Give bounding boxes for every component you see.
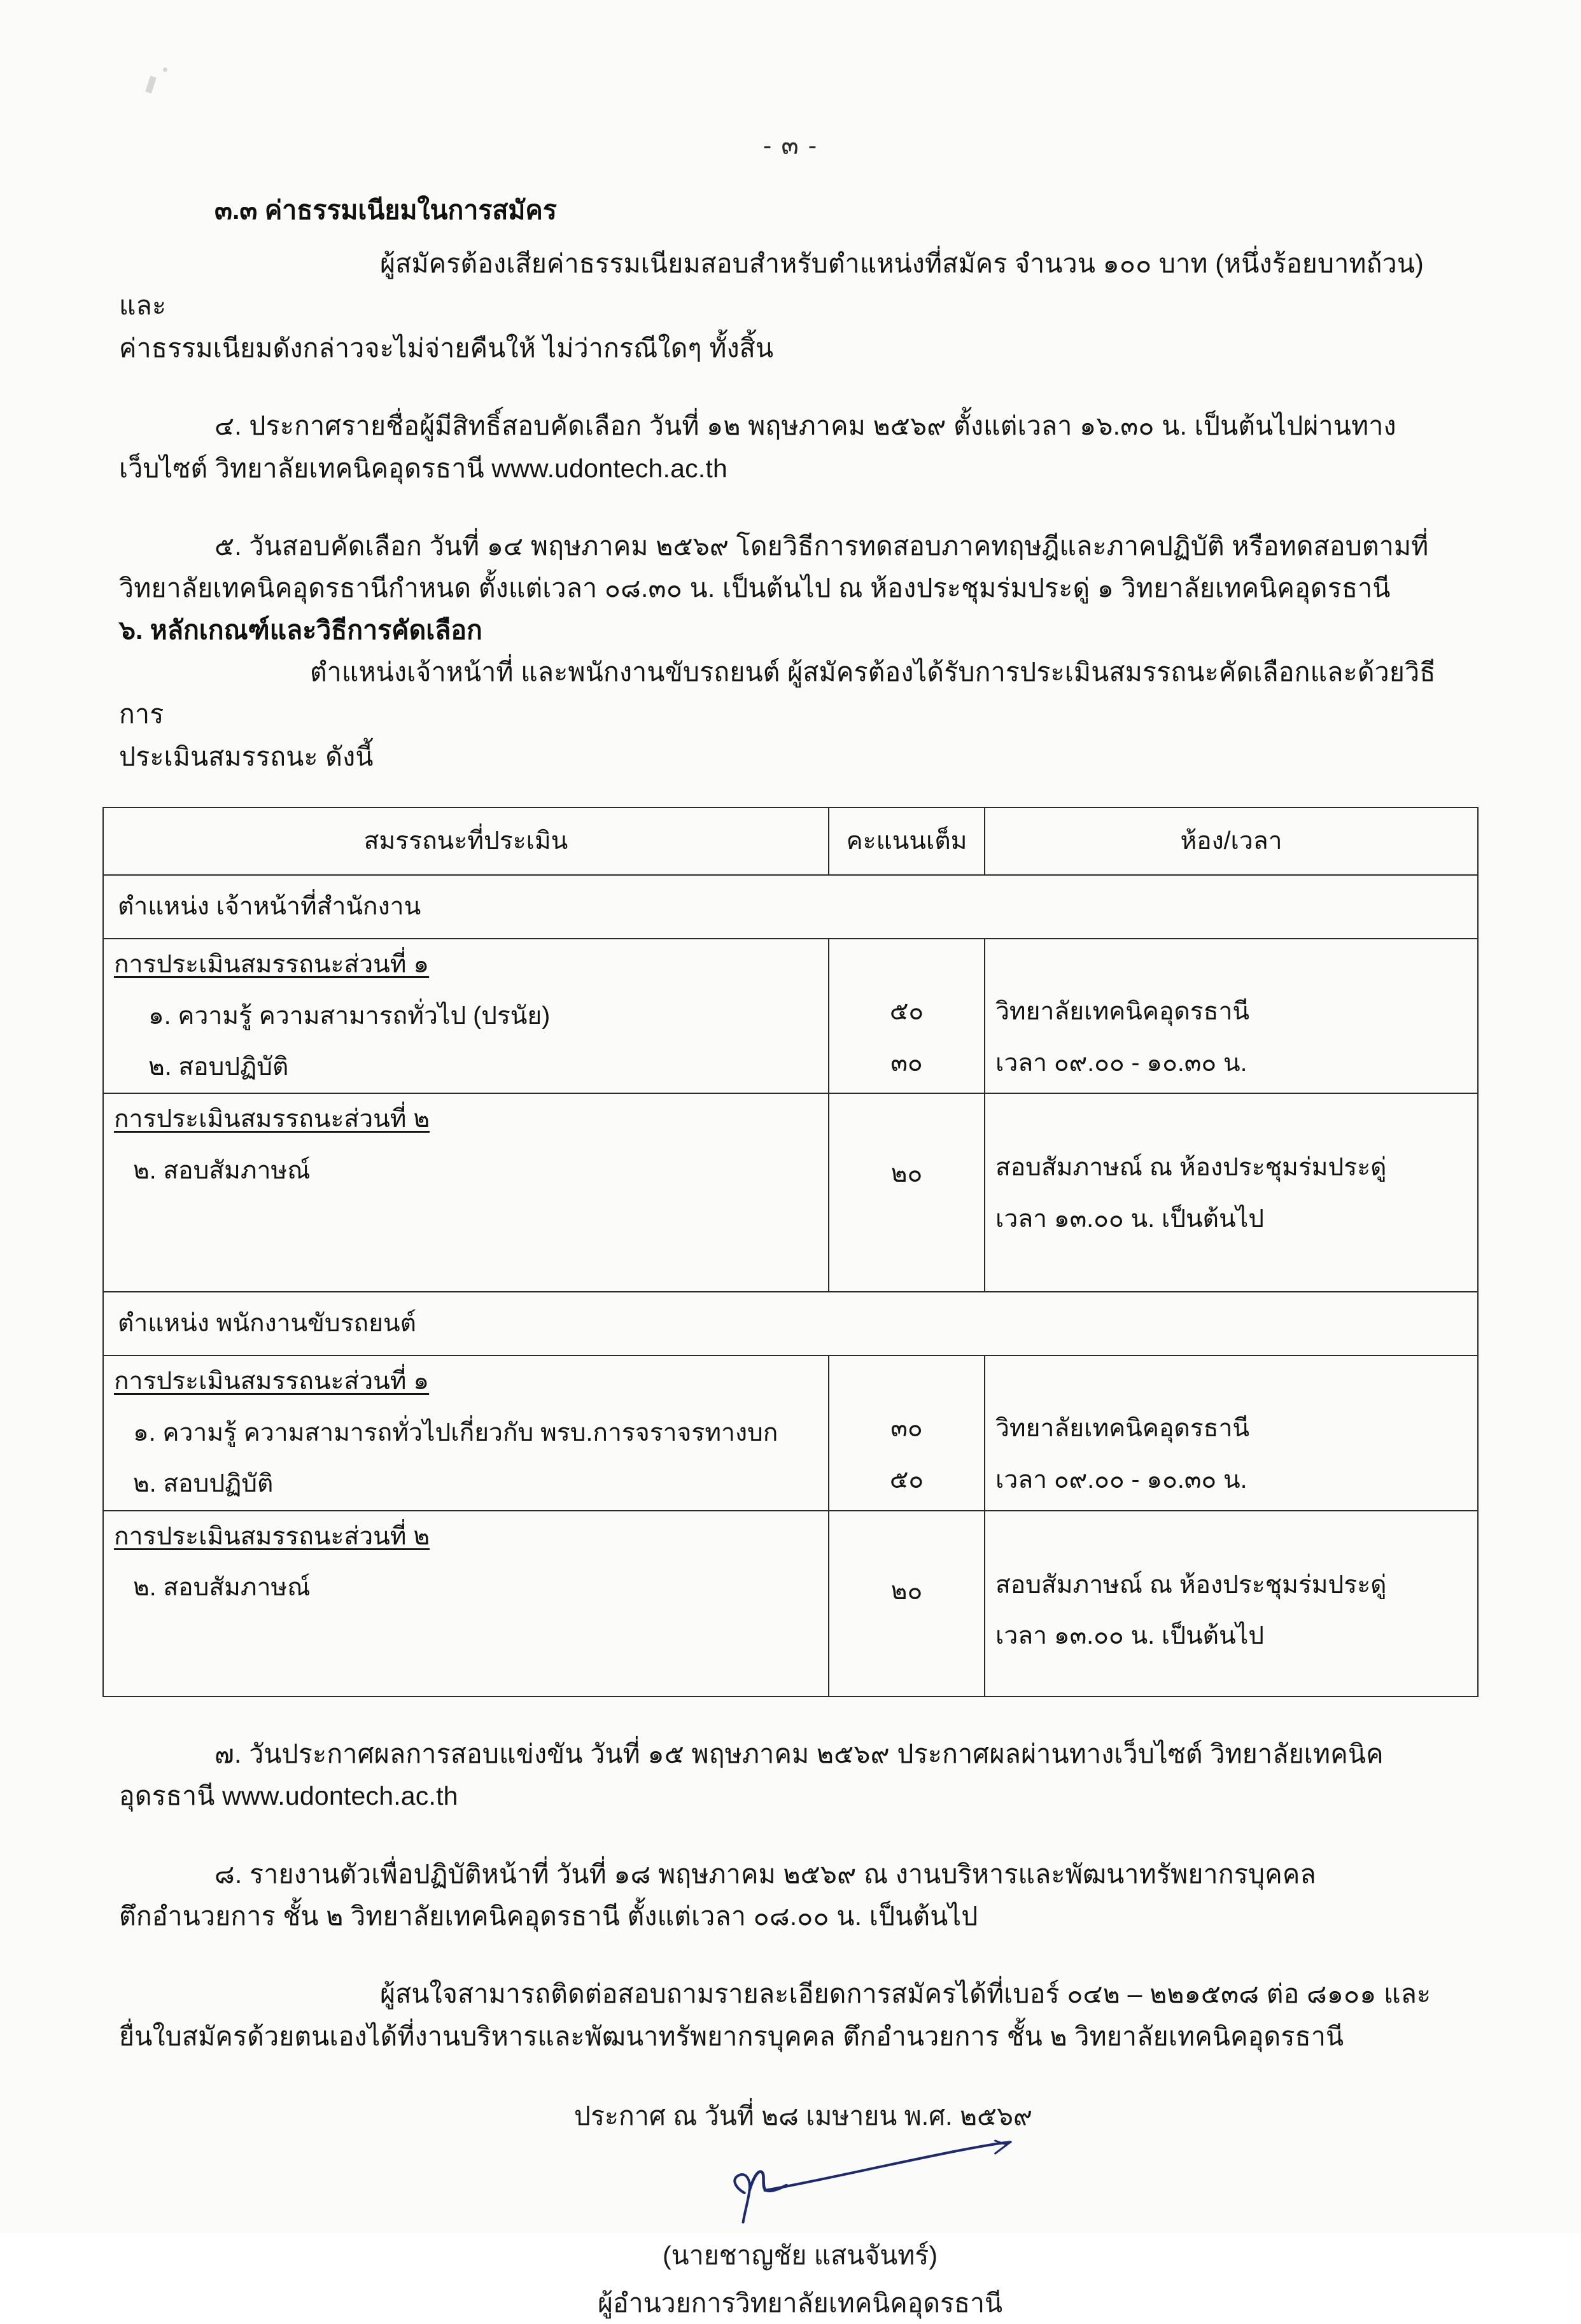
competency-cell-part2-officer	[103, 1093, 829, 1292]
table-row-position-heading	[103, 875, 1478, 939]
column-header-room-time: ห้อง/เวลา	[985, 808, 1478, 875]
room-part2-officer-line-2: เวลา ๑๓.๐๐ น. เป็นต้นไป	[995, 1205, 1264, 1233]
part1-label-officer: การประเมินสมรรถนะส่วนที่ ๑	[114, 951, 430, 979]
section-heading-fee: ๓.๓ ค่าธรรมเนียมในการสมัคร	[214, 195, 557, 225]
fee-paragraph-line-1: ผู้สมัครต้องเสียค่าธรรมเนียมสอบสำหรับตำแหน่งที่สมัคร จำนวน ๑๐๐ บาท (หนึ่งร้อยบาทถ้วน) และ	[119, 249, 1424, 321]
announcement-date: ประกาศ ณ วันที่ ๒๘ เมษายน พ.ศ. ๒๕๖๙	[573, 2101, 1033, 2131]
score-cell-part2-officer	[829, 1093, 985, 1292]
room-part2-driver-line-2: เวลา ๑๓.๐๐ น. เป็นต้นไป	[995, 1622, 1264, 1650]
competency-cell-part1-officer	[103, 939, 829, 1093]
signer-title: ผู้อำนวยการวิทยาลัยเทคนิคอุดรธานี	[597, 2288, 1003, 2318]
room-part1-item-1-driver: วิทยาลัยเทคนิคอุดรธานี	[995, 1415, 1250, 1443]
room-cell-part1-officer	[985, 939, 1478, 1093]
score-part1-item-1-officer: ๕๐	[889, 998, 924, 1026]
score-cell-part2-driver	[829, 1511, 985, 1697]
competency-cell-part1-driver	[103, 1355, 829, 1510]
contact-line-2: ยื่นใบสมัครด้วยตนเองได้ที่งานบริหารและพัฒนาทรัพยากรบุคคล ตึกอำนวยการ ชั้น ๒ วิทยาลัยเทคนิคอุดรธานี	[119, 2021, 1344, 2051]
score-cell-part1-driver	[829, 1355, 985, 1510]
table-header-row	[103, 808, 1478, 875]
competency-cell-part2-driver	[103, 1511, 829, 1697]
item5-line-1: ๕. วันสอบคัดเลือก วันที่ ๑๔ พฤษภาคม ๒๕๖๙ โดยวิธีการทดสอบภาคทฤษฎีและภาคปฏิบัติ หรือทดสอบตามที่	[214, 531, 1429, 561]
score-part1-item-2-officer: ๓๐	[890, 1049, 923, 1077]
part2-label-driver: การประเมินสมรรถนะส่วนที่ ๒	[114, 1522, 430, 1550]
table-row	[103, 1511, 1478, 1697]
item8-line-1: ๘. รายงานตัวเพื่อปฏิบัติหน้าที่ วันที่ ๑๘ พฤษภาคม ๒๕๖๙ ณ งานบริหารและพัฒนาทรัพยากรบุคคล	[214, 1859, 1316, 1889]
score-part1-item-2-driver: ๕๐	[889, 1466, 924, 1494]
room-cell-part2-officer	[985, 1093, 1478, 1292]
item7-line-2: อุดรธานี www.udontech.ac.th	[119, 1781, 458, 1811]
part2-item-1-officer: ๒. สอบสัมภาษณ์	[133, 1156, 311, 1184]
room-part2-officer-line-1: สอบสัมภาษณ์ ณ ห้องประชุมร่มประดู่	[995, 1154, 1387, 1182]
room-part1-item-2-driver: เวลา ๐๙.๐๐ - ๑๐.๓๐ น.	[995, 1466, 1247, 1494]
part1-item-2-driver: ๒. สอบปฏิบัติ	[133, 1470, 274, 1498]
part1-item-1-driver: ๑. ความรู้ ความสามารถทั่วไปเกี่ยวกับ พรบ.การจราจรทางบก	[133, 1418, 778, 1446]
score-part2-item-1-officer: ๒๐	[890, 1160, 923, 1188]
part2-item-1-driver: ๒. สอบสัมภาษณ์	[133, 1574, 311, 1602]
item4-line-1: ๔. ประกาศรายชื่อผู้มีสิทธิ์สอบคัดเลือก วันที่ ๑๒ พฤษภาคม ๒๕๖๙ ตั้งแต่เวลา ๑๖.๓๐ น. เป็นต้นไปผ่านทาง	[214, 411, 1396, 441]
item4-line-2: เว็บไซต์ วิทยาลัยเทคนิคอุดรธานี www.udontech.ac.th	[119, 453, 727, 483]
column-header-competency: สมรรถนะที่ประเมิน	[103, 808, 829, 875]
position-label-driver: ตำแหน่ง พนักงานขับรถยนต์	[103, 1292, 1478, 1355]
table-row	[103, 1093, 1478, 1292]
table-row-position-heading	[103, 1292, 1478, 1355]
item5-line-2: วิทยาลัยเทคนิคอุดรธานีกำหนด ตั้งแต่เวลา ๐๘.๓๐ น. เป็นต้นไป ณ ห้องประชุมร่มประดู่ ๑ วิทยาลัยเทคนิคอุดรธานี	[119, 573, 1391, 603]
table-row	[103, 939, 1478, 1093]
table-row	[103, 1355, 1478, 1510]
fee-paragraph-line-2: ค่าธรรมเนียมดังกล่าวจะไม่จ่ายคืนให้ ไม่ว่ากรณีใดๆ ทั้งสิ้น	[119, 333, 774, 363]
document-body-lower	[119, 1697, 1462, 2324]
evaluation-table	[102, 807, 1479, 1697]
section-heading-criteria: ๖. หลักเกณฑ์และวิธีการคัดเลือก	[119, 615, 482, 645]
item8-line-2: ตึกอำนวยการ ชั้น ๒ วิทยาลัยเทคนิคอุดรธานี ตั้งแต่เวลา ๐๘.๐๐ น. เป็นต้นไป	[119, 1901, 978, 1931]
room-part1-item-2-officer: เวลา ๐๙.๐๐ - ๑๐.๓๐ น.	[995, 1049, 1247, 1077]
column-header-full-score: คะแนนเต็ม	[829, 808, 985, 875]
room-cell-part1-driver	[985, 1355, 1478, 1510]
score-cell-part1-officer	[829, 939, 985, 1093]
position-label-officer: ตำแหน่ง เจ้าหน้าที่สำนักงาน	[103, 875, 1478, 939]
part1-item-1-officer: ๑. ความรู้ ความสามารถทั่วไป (ปรนัย)	[148, 1002, 551, 1030]
signature-block	[119, 2096, 1462, 2324]
part1-label-driver: การประเมินสมรรถนะส่วนที่ ๑	[114, 1368, 430, 1396]
handwritten-signature	[119, 2137, 1462, 2232]
room-cell-part2-driver	[985, 1511, 1478, 1697]
score-part1-item-1-driver: ๓๐	[890, 1415, 923, 1443]
room-part2-driver-line-1: สอบสัมภาษณ์ ณ ห้องประชุมร่มประดู่	[995, 1571, 1387, 1599]
room-part1-item-1-officer: วิทยาลัยเทคนิคอุดรธานี	[995, 998, 1250, 1026]
signer-name: (นายชาญชัย แสนจันทร์)	[663, 2241, 938, 2271]
item6-line-1: ตำแหน่งเจ้าหน้าที่ และพนักงานขับรถยนต์ ผู้สมัครต้องได้รับการประเมินสมรรถนะคัดเลือกและด้วยวิธีการ	[119, 657, 1436, 729]
score-part2-item-1-driver: ๒๐	[890, 1577, 923, 1605]
item7-line-1: ๗. วันประกาศผลการสอบแข่งขัน วันที่ ๑๕ พฤษภาคม ๒๕๖๙ ประกาศผลผ่านทางเว็บไซต์ วิทยาลัยเทคนิค	[214, 1739, 1384, 1768]
signature-ink-icon	[670, 2137, 1026, 2232]
item6-line-2: ประเมินสมรรถนะ ดังนี้	[119, 741, 374, 771]
document-body	[119, 165, 1462, 778]
page-number: - ๓ -	[762, 132, 819, 160]
contact-line-1: ผู้สนใจสามารถติดต่อสอบถามรายละเอียดการสมัครได้ที่เบอร์ ๐๔๒ – ๒๒๑๕๓๘ ต่อ ๘๑๐๑ และ	[380, 1979, 1431, 2009]
part1-item-2-officer: ๒. สอบปฏิบัติ	[148, 1053, 289, 1081]
part2-label-officer: การประเมินสมรรถนะส่วนที่ ๒	[114, 1105, 430, 1133]
